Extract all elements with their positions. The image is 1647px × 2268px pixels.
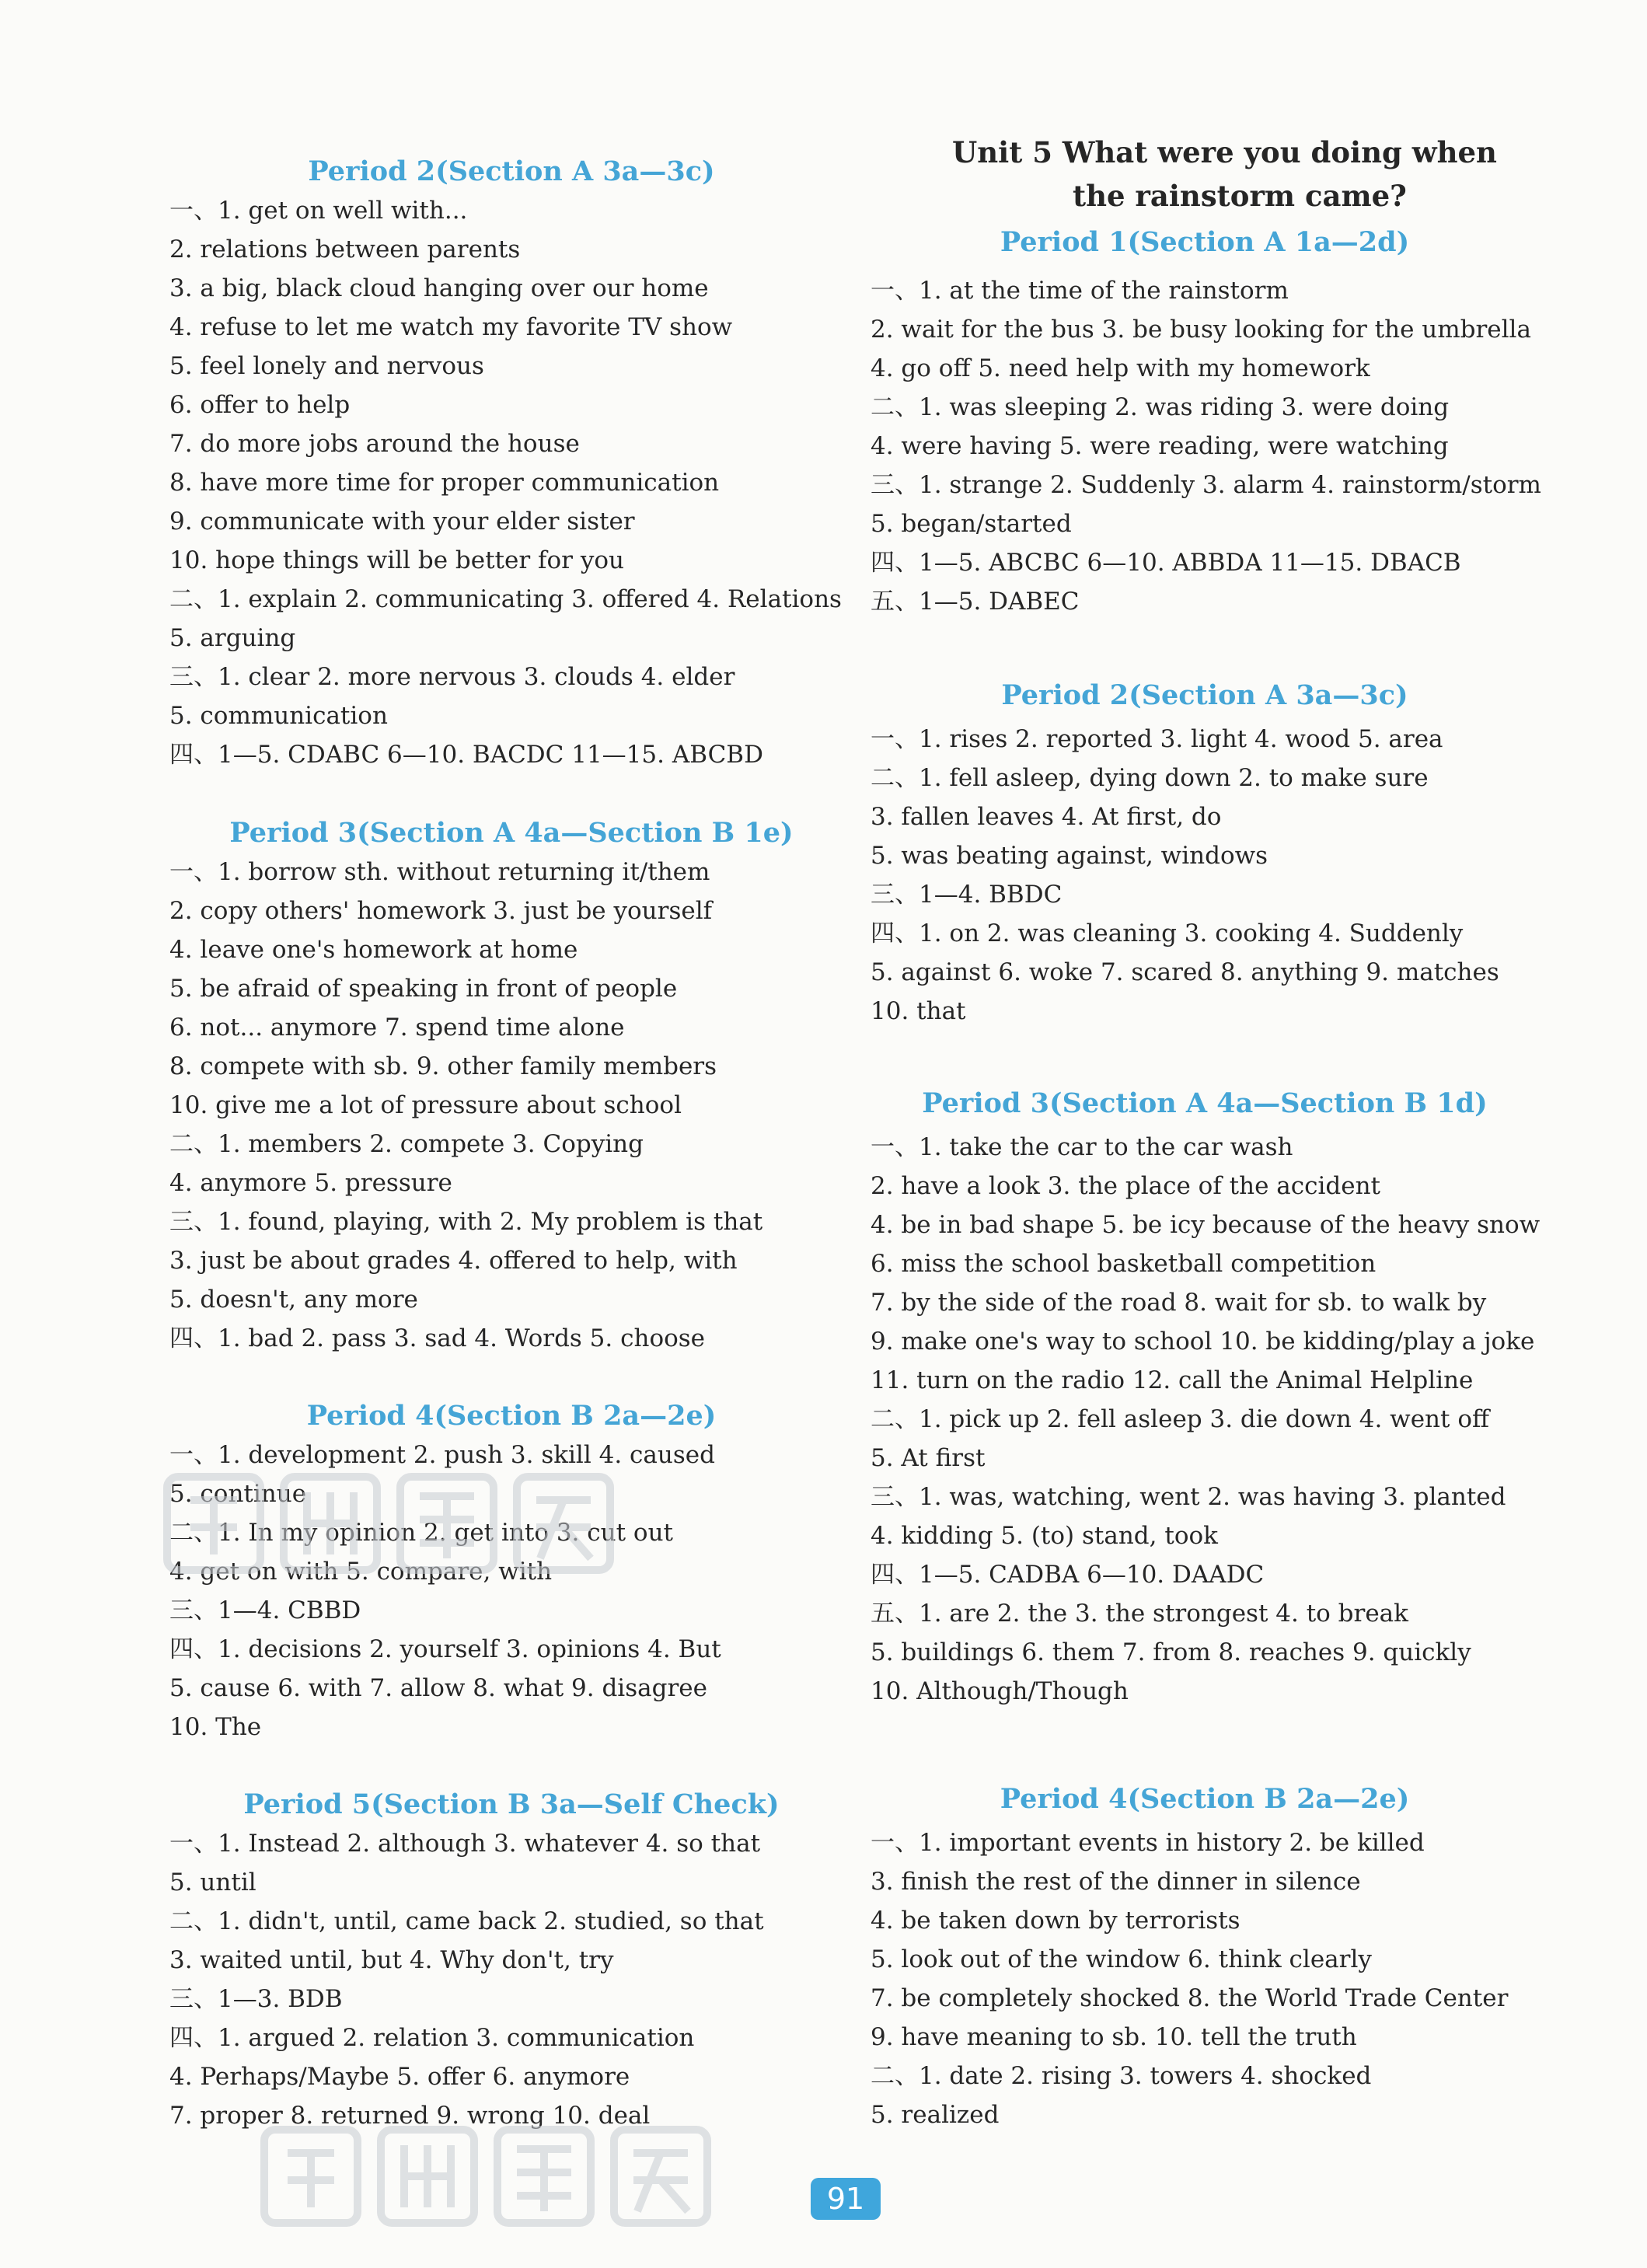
- answer-line: 四、1. argued 2. relation 3. communication: [169, 2024, 695, 2052]
- answer-line: 9. communicate with your elder sister: [169, 508, 635, 536]
- answer-line: 二、1. date 2. rising 3. towers 4. shocked: [871, 2062, 1372, 2090]
- answer-line: 5. be afraid of speaking in front of people: [169, 975, 678, 1003]
- answer-line: 一、1. development 2. push 3. skill 4. caused: [169, 1441, 715, 1469]
- answer-line: 2. relations between parents: [169, 236, 521, 263]
- answer-line: 四、1. bad 2. pass 3. sad 4. Words 5. choose: [169, 1324, 706, 1352]
- answer-line: 4. be in bad shape 5. be icy because of the heavy snow: [871, 1211, 1541, 1239]
- section-period-3-left: [169, 814, 853, 1358]
- section-period-5-left: [169, 1785, 853, 2135]
- answer-line: 四、1—5. CDABC 6—10. BACDC 11—15. ABCBD: [169, 741, 763, 769]
- answer-line: 6. miss the school basketball competition: [871, 1250, 1377, 1278]
- answer-line: 一、1. at the time of the rainstorm: [871, 277, 1289, 305]
- answer-line: 5. realized: [871, 2101, 1000, 2129]
- unit-title-line1: Unit 5 What were you doing when: [952, 135, 1497, 169]
- answer-line: 4. be taken down by terrorists: [871, 1907, 1240, 1935]
- answer-line: 四、1. decisions 2. yourself 3. opinions 4. But: [169, 1635, 721, 1663]
- answer-line: 3. fallen leaves 4. At first, do: [871, 803, 1222, 831]
- answer-line: 三、1. found, playing, with 2. My problem is that: [169, 1208, 763, 1236]
- answer-line: 二、1. pick up 2. fell asleep 3. die down 4. went off: [871, 1405, 1490, 1433]
- answer-line: 5. communication: [169, 702, 388, 730]
- answer-line: 7. proper 8. returned 9. wrong 10. deal: [169, 2102, 651, 2130]
- answer-line: 一、1. important events in history 2. be killed: [871, 1829, 1425, 1857]
- answer-line: 5. At first: [871, 1444, 986, 1472]
- section-period-3-right: [871, 1084, 1539, 1711]
- watermark-logo: [256, 2114, 738, 2231]
- answer-line: 10. The: [169, 1713, 262, 1741]
- section-title: Period 5(Section B 3a—Self Check): [243, 1788, 780, 1820]
- answer-line: 二、1. members 2. compete 3. Copying: [169, 1130, 644, 1158]
- answer-line: 10. that: [871, 997, 966, 1025]
- answer-line: 二、1. was sleeping 2. was riding 3. were doing: [871, 393, 1450, 421]
- answer-line: 二、1. In my opinion 2. get into 3. cut out: [169, 1519, 673, 1547]
- answer-line: 4. Perhaps/Maybe 5. offer 6. anymore: [169, 2063, 630, 2091]
- answer-line: 三、1. was, watching, went 2. was having 3. planted: [871, 1483, 1506, 1511]
- answer-line: 一、1. Instead 2. although 3. whatever 4. so that: [169, 1830, 761, 1858]
- answer-line: 11. turn on the radio 12. call the Animal Helpline: [871, 1366, 1474, 1394]
- answer-line: 三、1—3. BDB: [169, 1985, 343, 2013]
- watermark-logo: [159, 1461, 641, 1578]
- answer-line: 四、1—5. CADBA 6—10. DAADC: [871, 1561, 1265, 1589]
- answer-line: 3. a big, black cloud hanging over our home: [169, 274, 709, 302]
- answer-line: 4. leave one's homework at home: [169, 936, 578, 964]
- section-title: Period 1(Section A 1a—2d): [1000, 226, 1410, 258]
- answer-line: 三、1—4. BBDC: [871, 881, 1063, 909]
- answer-line: 5. until: [169, 1868, 256, 1896]
- answer-line: 5. was beating against, windows: [871, 842, 1268, 870]
- answer-line: 9. make one's way to school 10. be kidding/play a joke: [871, 1328, 1535, 1356]
- answer-line: 一、1. take the car to the car wash: [871, 1133, 1293, 1161]
- answer-line: 3. waited until, but 4. Why don't, try: [169, 1946, 614, 1974]
- answer-line: 5. continue: [169, 1480, 307, 1508]
- answer-line: 2. copy others' homework 3. just be yourself: [169, 897, 713, 925]
- answer-line: 10. hope things will be better for you: [169, 546, 624, 574]
- section-period-2-right: [871, 676, 1539, 1031]
- section-title: Period 4(Section B 2a—2e): [1000, 1783, 1410, 1815]
- answer-line: 二、1. fell asleep, dying down 2. to make sure: [871, 764, 1429, 792]
- answer-line: 5. feel lonely and nervous: [169, 352, 484, 380]
- answer-line: 5. look out of the window 6. think clearly: [871, 1945, 1372, 1973]
- answer-line: 7. be completely shocked 8. the World Trade Center: [871, 1984, 1509, 2012]
- section-period-1-right: [871, 223, 1539, 621]
- answer-line: 8. have more time for proper communication: [169, 469, 720, 497]
- answer-line: 4. go off 5. need help with my homework: [871, 354, 1370, 382]
- answer-line: 5. cause 6. with 7. allow 8. what 9. disagree: [169, 1674, 707, 1702]
- answer-line: 4. were having 5. were reading, were watching: [871, 432, 1449, 460]
- answer-line: 10. give me a lot of pressure about school: [169, 1091, 682, 1119]
- answer-line: 2. wait for the bus 3. be busy looking for the umbrella: [871, 316, 1531, 344]
- answer-line: 一、1. rises 2. reported 3. light 4. wood 5. area: [871, 725, 1443, 753]
- section-title: Period 2(Section A 3a—3c): [308, 155, 715, 187]
- unit-title-line2: the rainstorm came?: [1073, 179, 1407, 213]
- answer-line: 二、1. explain 2. communicating 3. offered 4. Relations: [169, 585, 842, 613]
- answer-line: 五、1. are 2. the 3. the strongest 4. to break: [871, 1600, 1408, 1628]
- answer-line: 三、1—4. CBBD: [169, 1596, 361, 1624]
- answer-line: 5. arguing: [169, 624, 296, 652]
- section-title: Period 3(Section A 4a—Section B 1e): [229, 817, 794, 849]
- answer-line: 三、1. clear 2. more nervous 3. clouds 4. elder: [169, 663, 735, 691]
- answer-line: 9. have meaning to sb. 10. tell the truth: [871, 2023, 1357, 2051]
- answer-line: 4. refuse to let me watch my favorite TV show: [169, 313, 733, 341]
- section-title: Period 2(Section A 3a—3c): [1001, 679, 1408, 711]
- answer-line: 5. against 6. woke 7. scared 8. anything 9. matches: [871, 958, 1499, 986]
- answer-line: 一、1. get on well with...: [169, 197, 468, 225]
- page-number: 91: [811, 2178, 881, 2220]
- answer-line: 四、1—5. ABCBC 6—10. ABBDA 11—15. DBACB: [871, 549, 1461, 577]
- section-period-2-left: [169, 152, 853, 774]
- answer-line: 3. just be about grades 4. offered to help, with: [169, 1247, 738, 1275]
- section-title: Period 3(Section A 4a—Section B 1d): [922, 1087, 1488, 1119]
- answer-line: 4. get on with 5. compare, with: [169, 1558, 553, 1586]
- answer-line: 10. Although/Though: [871, 1677, 1129, 1705]
- section-period-4-right: [871, 1780, 1539, 2134]
- answer-line: 7. do more jobs around the house: [169, 430, 580, 458]
- answer-line: 7. by the side of the road 8. wait for sb. to walk by: [871, 1289, 1487, 1317]
- answer-line: 4. kidding 5. (to) stand, took: [871, 1522, 1218, 1550]
- answer-line: 五、1—5. DABEC: [871, 588, 1080, 616]
- answer-line: 5. began/started: [871, 510, 1072, 538]
- answer-line: 5. buildings 6. them 7. from 8. reaches 9. quickly: [871, 1638, 1471, 1666]
- answer-line: 6. not... anymore 7. spend time alone: [169, 1014, 625, 1042]
- answer-line: 2. have a look 3. the place of the accident: [871, 1172, 1381, 1200]
- unit-heading: [871, 131, 1539, 218]
- answer-line: 一、1. borrow sth. without returning it/them: [169, 858, 710, 886]
- answer-line: 三、1. strange 2. Suddenly 3. alarm 4. rainstorm/storm: [871, 471, 1541, 499]
- answer-line: 二、1. didn't, until, came back 2. studied, so that: [169, 1907, 764, 1935]
- answer-line: 4. anymore 5. pressure: [169, 1169, 452, 1197]
- answer-line: 5. doesn't, any more: [169, 1286, 418, 1314]
- answer-line: 3. finish the rest of the dinner in silence: [871, 1868, 1361, 1896]
- answer-line: 6. offer to help: [169, 391, 351, 419]
- section-title: Period 4(Section B 2a—2e): [306, 1400, 717, 1432]
- answer-line: 四、1. on 2. was cleaning 3. cooking 4. Suddenly: [871, 919, 1464, 947]
- answer-line: 8. compete with sb. 9. other family members: [169, 1052, 717, 1080]
